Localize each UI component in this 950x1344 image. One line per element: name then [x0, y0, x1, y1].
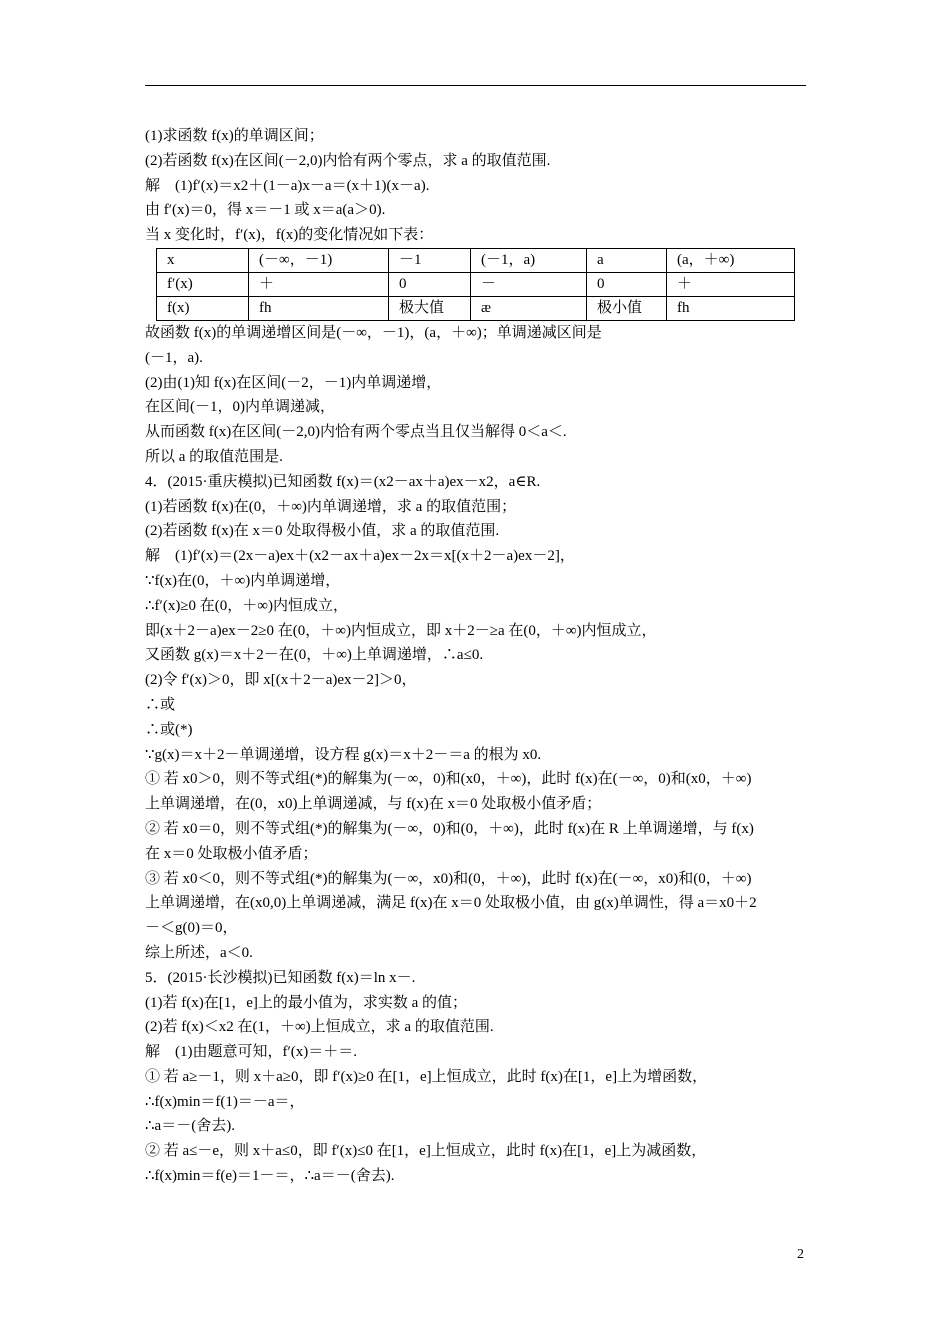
- table-cell: æ: [471, 296, 587, 320]
- text-line: (2)若函数 f(x)在区间(－2,0)内恰有两个零点，求 a 的取值范围.: [145, 152, 551, 169]
- text-line: 上单调递增，在(0，x0)上单调递减，与 f(x)在 x＝0 处取极小值矛盾；: [145, 796, 602, 813]
- table-row: [157, 272, 795, 296]
- table-cell: a: [587, 248, 667, 272]
- text-line: 所以 a 的取值范围是.: [145, 448, 283, 465]
- text-line: (－1，a).: [145, 349, 203, 366]
- table-cell: 0: [587, 272, 667, 296]
- text-line: (2)由(1)知 f(x)在区间(－2，－1)内单调递增，: [145, 374, 442, 391]
- text-line: 即(x＋2－a)ex－2≥0 在(0，＋∞)内恒成立，即 x＋2－≥a 在(0，＋∞)内恒成立，: [145, 622, 657, 639]
- text-line: 在 x＝0 处取极小值矛盾；: [145, 845, 318, 862]
- text-line: 5．(2015·长沙模拟)已知函数 f(x)＝ln x－.: [145, 969, 416, 986]
- text-line: ∴f(x)min＝f(1)＝－a＝，: [145, 1093, 305, 1110]
- text-line: ∴f(x)min＝f(e)＝1－＝，∴a＝－(舍去).: [145, 1168, 395, 1185]
- text-line: 故函数 f(x)的单调递增区间是(－∞，－1)，(a，＋∞)；单调递减区间是: [145, 324, 602, 341]
- text-line: 又函数 g(x)＝x＋2－在(0，＋∞)上单调递增，∴a≤0.: [145, 647, 484, 664]
- table-row: [157, 248, 795, 272]
- table-cell: (a，＋∞): [667, 248, 795, 272]
- text-line: (2)令 f′(x)＞0，即 x[(x＋2－a)ex－2]＞0，: [145, 672, 417, 689]
- text-line: ∴或(*): [145, 721, 193, 738]
- table-cell: －1: [389, 248, 471, 272]
- table-cell: ＋: [667, 272, 795, 296]
- text-line: (2)若函数 f(x)在 x＝0 处取得极小值，求 a 的取值范围.: [145, 523, 500, 540]
- text-line: ∴a＝－(舍去).: [145, 1118, 235, 1135]
- text-line: ③ 若 x0＜0，则不等式组(*)的解集为(－∞，x0)和(0，＋∞)，此时 f(x)在(－∞，x0)和(0，＋∞): [145, 870, 752, 887]
- text-line: 在区间(－1，0)内单调递减，: [145, 399, 335, 416]
- table-cell: ＋: [249, 272, 389, 296]
- text-line: ∴或: [145, 696, 176, 713]
- solution-block: [145, 321, 810, 1189]
- text-line: ① 若 a≥－1，则 x＋a≥0，即 f′(x)≥0 在[1，e]上恒成立，此时 f(x)在[1，e]上为增函数，: [145, 1068, 708, 1085]
- table-cell: 极大值: [389, 296, 471, 320]
- text-line: 解 (1)f′(x)＝(2x－a)ex＋(x2－ax＋a)ex－2x＝x[(x＋2－a)ex－2]，: [145, 548, 575, 565]
- table-cell: 极小值: [587, 296, 667, 320]
- table-cell: (－∞，－1): [249, 248, 389, 272]
- text-line: 由 f′(x)＝0，得 x＝－1 或 x＝a(a＞0).: [145, 202, 386, 219]
- text-line: 4．(2015·重庆模拟)已知函数 f(x)＝(x2－ax＋a)ex－x2，a∈R.: [145, 473, 541, 490]
- text-line: ∵g(x)＝x＋2－单调递增，设方程 g(x)＝x＋2－＝a 的根为 x0.: [145, 746, 542, 763]
- text-line: ② 若 a≤－e，则 x＋a≤0，即 f′(x)≤0 在[1，e]上恒成立，此时 f(x)在[1，e]上为减函数，: [145, 1143, 707, 1160]
- table-cell: (－1，a): [471, 248, 587, 272]
- text-line: (2)若 f(x)＜x2 在(1，＋∞)上恒成立，求 a 的取值范围.: [145, 1019, 494, 1036]
- text-line: 解 (1)由题意可知，f′(x)＝＋＝.: [145, 1044, 358, 1061]
- text-line: －＜g(0)＝0，: [145, 920, 238, 937]
- text-line: ∴f′(x)≥0 在(0，＋∞)内恒成立，: [145, 597, 348, 614]
- text-line: 当 x 变化时，f′(x)，f(x)的变化情况如下表：: [145, 227, 434, 244]
- table-cell: f(x): [157, 296, 249, 320]
- text-line: ∵f(x)在(0，＋∞)内单调递增，: [145, 572, 341, 589]
- table-cell: fh: [667, 296, 795, 320]
- table-cell: fh: [249, 296, 389, 320]
- text-line: 综上所述，a＜0.: [145, 944, 253, 961]
- table-row: [157, 296, 795, 320]
- table-cell: 0: [389, 272, 471, 296]
- text-line: 从而函数 f(x)在区间(－2,0)内恰有两个零点当且仅当解得 0＜a＜.: [145, 424, 567, 441]
- page-body: [145, 124, 810, 1189]
- text-line: 上单调递增，在(x0,0)上单调递减，满足 f(x)在 x＝0 处取极小值，由 g(x)单调性，得 a＝x0＋2: [145, 895, 757, 912]
- table-cell: f′(x): [157, 272, 249, 296]
- text-line: 解 (1)f′(x)＝x2＋(1－a)x－a＝(x＋1)(x－a).: [145, 177, 430, 194]
- text-line: (1)求函数 f(x)的单调区间；: [145, 128, 324, 144]
- header-rule: [145, 85, 806, 86]
- text-line: (1)若函数 f(x)在(0，＋∞)内单调递增，求 a 的取值范围；: [145, 498, 517, 515]
- text-line: (1)若 f(x)在[1，e]上的最小值为，求实数 a 的值；: [145, 994, 468, 1011]
- text-line: ② 若 x0＝0，则不等式组(*)的解集为(－∞，0)和(0，＋∞)，此时 f(x)在 R 上单调递增，与 f(x): [145, 820, 754, 837]
- intro-block: [145, 124, 810, 248]
- variation-table: [156, 248, 795, 321]
- text-line: ① 若 x0＞0，则不等式组(*)的解集为(－∞，0)和(x0，＋∞)，此时 f(x)在(－∞，0)和(x0，＋∞): [145, 771, 752, 788]
- page-number: 2: [797, 1247, 804, 1262]
- table-cell: －: [471, 272, 587, 296]
- table-cell: x: [157, 248, 249, 272]
